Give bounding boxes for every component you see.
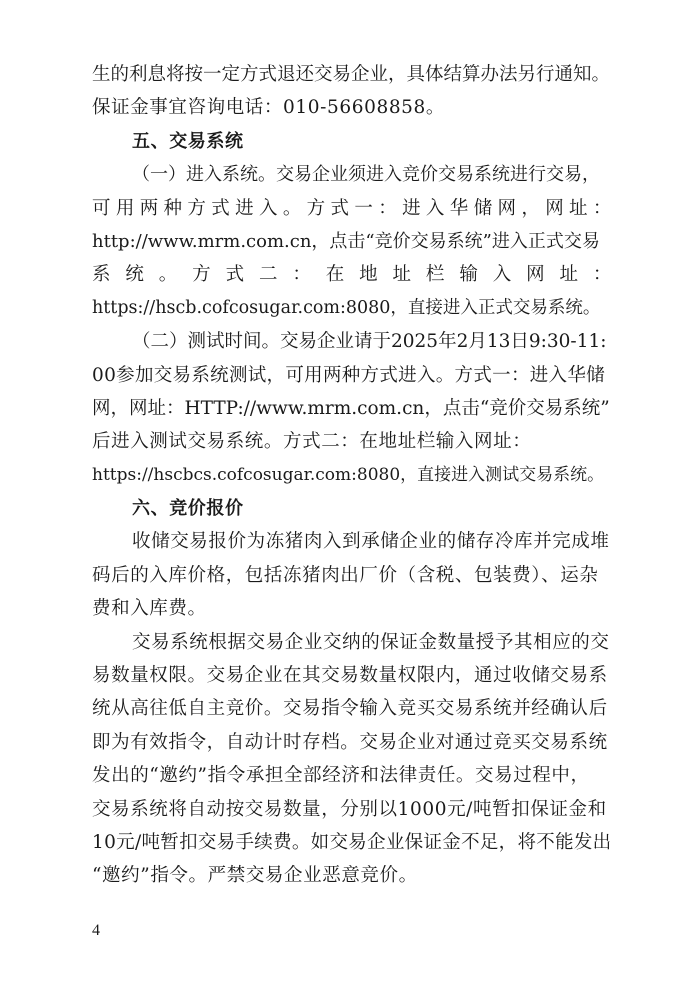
text-line: 系统。方式二：在地址栏输入网址： xyxy=(92,264,612,286)
text-line: 交易系统将自动按交易数量，分别以1000元/吨暂扣保证金和 xyxy=(92,798,607,820)
text-line: 后进入测试交易系统。方式二：在地址栏输入网址： xyxy=(92,431,532,453)
text-line: 费和入库费。 xyxy=(92,598,207,620)
text-line: 保证金事宜咨询电话：010-56608858。 xyxy=(92,97,446,119)
text-line: 交易系统根据交易企业交纳的保证金数量授予其相应的交 xyxy=(132,631,610,653)
text-line: 统从高往低自主竞价。交易指令输入竞买交易系统并经确认后 xyxy=(92,698,608,720)
text-line: （一）进入系统。交易企业须进入竞价交易系统进行交易， xyxy=(132,164,600,186)
section-heading: 六、竞价报价 xyxy=(132,498,244,520)
text-line: 发出的“邀约”指令承担全部经济和法律责任。交易过程中， xyxy=(92,765,590,787)
text-line: 即为有效指令，自动计时存档。交易企业对通过竞买交易系统 xyxy=(92,731,608,753)
text-line: 网，网址：HTTP://www.mrm.com.cn，点击“竞价交易系统” xyxy=(92,397,610,419)
text-line: https://hscb.cofcosugar.com:8080，直接进入正式交易系统。 xyxy=(92,297,601,318)
text-line: https://hscbcs.cofcosugar.com:8080，直接进入测试交易系统。 xyxy=(92,464,605,485)
page-number: 4 xyxy=(92,922,100,939)
text-line: 10元/吨暂扣交易手续费。如交易企业保证金不足，将不能发出 xyxy=(92,831,612,853)
text-line: 00参加交易系统测试，可用两种方式进入。方式一：进入华储 xyxy=(92,364,605,386)
text-line: 生的利息将按一定方式退还交易企业，具体结算办法另行通知。 xyxy=(92,64,611,85)
section-heading: 五、交易系统 xyxy=(132,130,244,152)
text-line: “邀约”指令。严禁交易企业恶意竞价。 xyxy=(92,865,418,887)
text-line: 可用两种方式进入。方式一：进入华储网，网址： xyxy=(92,197,612,219)
text-line: 易数量权限。交易企业在其交易数量权限内，通过收储交易系 xyxy=(92,665,608,687)
text-line: 收储交易报价为冻猪肉入到承储企业的储存冷库并完成堆 xyxy=(132,531,610,553)
body-text xyxy=(92,58,612,893)
text-line: http://www.mrm.com.cn，点击“竞价交易系统”进入正式交易 xyxy=(92,230,600,252)
text-line: （二）测试时间。交易企业请于2025年2月13日9:30-11: xyxy=(132,331,607,353)
text-line: 码后的入库价格，包括冻猪肉出厂价（含税、包装费）、运杂 xyxy=(92,564,599,586)
